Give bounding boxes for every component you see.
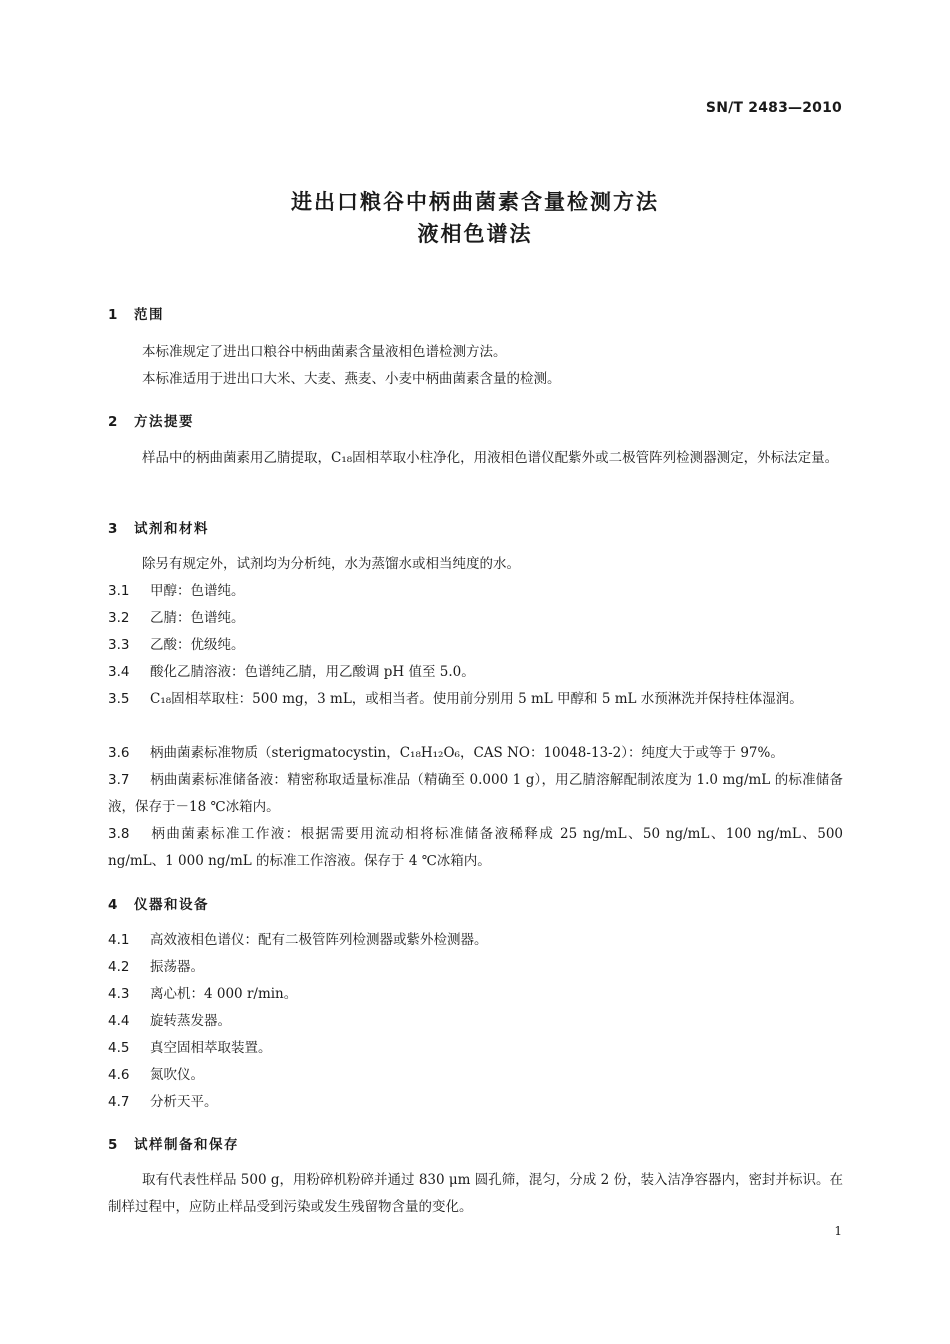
item-3-4 — [108, 659, 843, 686]
item-text: 分析天平。 — [150, 1094, 218, 1110]
item-3-1 — [108, 578, 843, 605]
standard-code: SN/T 2483—2010 — [705, 100, 842, 116]
item-number: 4.6 — [108, 1067, 130, 1083]
item-text: 旋转蒸发器。 — [150, 1013, 231, 1029]
section-heading-5 — [108, 1133, 239, 1153]
item-number: 4.1 — [108, 932, 130, 948]
item-number: 4.4 — [108, 1013, 130, 1029]
section-heading-1 — [108, 303, 164, 323]
s1-paragraph-2: 本标准适用于进出口大米、大麦、燕麦、小麦中柄曲菌素含量的检测。 — [142, 371, 561, 387]
item-number: 3.2 — [108, 610, 130, 626]
item-3-3 — [108, 632, 843, 659]
item-number: 3.5 — [108, 691, 130, 707]
section-number: 3 — [108, 521, 119, 537]
item-text: 甲醇：色谱纯。 — [150, 583, 245, 599]
item-number: 4.3 — [108, 986, 130, 1002]
item-text: 高效液相色谱仪：配有二极管阵列检测器或紫外检测器。 — [150, 932, 488, 948]
item-text: 酸化乙腈溶液：色谱纯乙腈，用乙酸调 pH 值至 5.0。 — [150, 664, 475, 680]
item-4-4 — [108, 1008, 843, 1035]
item-text: 氮吹仪。 — [150, 1067, 204, 1083]
item-number: 3.4 — [108, 664, 130, 680]
page-number: 1 — [834, 1224, 842, 1238]
item-text: 离心机：4 000 r/min。 — [150, 986, 298, 1002]
item-3-2 — [108, 605, 843, 632]
title-line-2: 液相色谱法 — [417, 222, 533, 246]
section-number: 4 — [108, 897, 119, 913]
section-title: 试样制备和保存 — [134, 1137, 239, 1153]
s5-paragraph-1: 取有代表性样品 500 g，用粉碎机粉碎并通过 830 μm 圆孔筛，混匀，分成 2 份，装入洁净容器内，密封并标识。在制样过程中，应防止样品受到污染或发生残留物含量的变化。 — [108, 1172, 843, 1215]
item-text: 柄曲菌素标准工作液：根据需要用流动相将标准储备液稀释成 25 ng/mL、50 ng/mL、100 ng/mL、500 ng/mL、1 000 ng/mL 的标准工作溶液。保存于 4 ℃冰箱内。 — [108, 826, 843, 869]
item-text: 真空固相萃取装置。 — [150, 1040, 272, 1056]
section-heading-2 — [108, 410, 194, 430]
item-number: 3.1 — [108, 583, 130, 599]
item-text: C₁₈固相萃取柱：500 mg，3 mL，或相当者。使用前分别用 5 mL 甲醇和 5 mL 水预淋洗并保持柱体湿润。 — [150, 691, 803, 707]
item-text: 柄曲菌素标准物质（sterigmatocystin，C₁₈H₁₂O₆，CAS NO：10048-13-2）：纯度大于或等于 97%。 — [150, 745, 784, 761]
item-number: 4.2 — [108, 959, 130, 975]
item-4-2 — [108, 954, 843, 981]
section-heading-4 — [108, 893, 209, 913]
section-title: 试剂和材料 — [134, 521, 209, 537]
item-4-7 — [108, 1089, 843, 1116]
item-3-6 — [108, 740, 843, 767]
s1-paragraph-1: 本标准规定了进出口粮谷中柄曲菌素含量液相色谱检测方法。 — [142, 344, 507, 360]
section-heading-3 — [108, 517, 209, 537]
item-3-7 — [108, 767, 843, 821]
s3-intro: 除另有规定外，试剂均为分析纯，水为蒸馏水或相当纯度的水。 — [142, 556, 520, 572]
item-3-8 — [108, 821, 843, 875]
item-number: 4.7 — [108, 1094, 130, 1110]
item-4-1 — [108, 927, 843, 954]
section-title: 仪器和设备 — [134, 897, 209, 913]
item-text: 乙腈：色谱纯。 — [150, 610, 245, 626]
section-title: 范围 — [134, 307, 164, 323]
s2-paragraph-1: 样品中的柄曲菌素用乙腈提取，C₁₈固相萃取小柱净化，用液相色谱仪配紫外或二极管阵列检测器测定，外标法定量。 — [142, 450, 839, 466]
item-number: 3.6 — [108, 745, 130, 761]
item-4-5 — [108, 1035, 843, 1062]
item-number: 3.3 — [108, 637, 130, 653]
title-line-1: 进出口粮谷中柄曲菌素含量检测方法 — [291, 190, 659, 214]
item-number: 3.8 — [108, 826, 130, 842]
section-number: 1 — [108, 307, 119, 323]
document-title — [0, 186, 950, 250]
item-4-6 — [108, 1062, 843, 1089]
item-number: 3.7 — [108, 772, 130, 788]
item-text: 振荡器。 — [150, 959, 204, 975]
item-number: 4.5 — [108, 1040, 130, 1056]
section-title: 方法提要 — [134, 414, 194, 430]
section-number: 5 — [108, 1137, 119, 1153]
item-3-5 — [108, 686, 843, 713]
item-text: 乙酸：优级纯。 — [150, 637, 245, 653]
section-number: 2 — [108, 414, 119, 430]
item-4-3 — [108, 981, 843, 1008]
item-text: 柄曲菌素标准储备液：精密称取适量标准品（精确至 0.000 1 g），用乙腈溶解配制浓度为 1.0 mg/mL 的标准储备液，保存于－18 ℃冰箱内。 — [108, 772, 843, 815]
